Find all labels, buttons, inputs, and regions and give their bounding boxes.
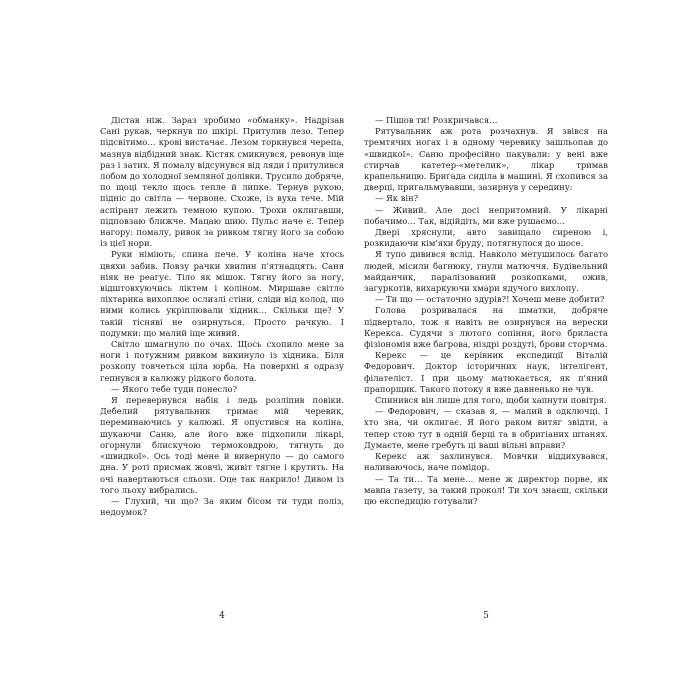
paragraph: — Якого тебе туди понесло? [111, 383, 238, 394]
paragraph: — Глухий, чи що? За яким бісом ти туди поліз, недоумок? [100, 495, 344, 518]
paragraph: — Федорович, — сказав я, — малий в одключці. І хто зна, чи оклигає. Я його раком витяг звідти, а тепер стою тут в одній берці та в обригіаних штанях. Думаєте, мене гребуть ці ваші вільні вправи? [364, 406, 608, 450]
paragraph: Спинився він лише для того, щоби хапнути повітря. [375, 395, 607, 406]
left-page-text [100, 115, 344, 518]
right-page [364, 115, 608, 621]
paragraph: — Живий. Але досі непритомний. У лікарні побачимо… Так, відійдіть, ми вже рушаємо… [364, 204, 608, 226]
book-spread [100, 115, 608, 621]
paragraph: Я тупо дивився вслід. Навколо метушилось багато людей, місили багнюку, гнули матюччя. Будівельний майданчик, паралізований розкопками, ожив, загуркотів, вихаркуючи хмари ядучого вихлопу. [364, 249, 608, 294]
paragraph: — Пішов ти! Розкричався… [375, 115, 498, 125]
paragraph: — Ти що — остаточно здурів?! Хочеш мене добити? [375, 294, 605, 305]
paragraph: Рятувальник аж рота розчахнув. Я звівся на тремтячих ногах і в одному черевику зашльопав до «швидкої». Саню професійно пакували: у вені вже стирчав катетер-«метелик», лікар тримав крапельницю. Бригада сиділа в машині. Я схопився за дверці, пригальмувавши, зазирнув у середину: [364, 126, 608, 193]
page-number: 5 [483, 611, 489, 621]
paragraph: — Як він? [375, 193, 419, 204]
paragraph: Світло шмагнуло по очах. Щось схопило мене за ноги і потужним ривком викинуло із хідника. Біля розкопу товчеться ціла юрба. На поверхні я одразу гепнувся в калюжу рідкого болота. [100, 339, 344, 383]
paragraph: Дістав ніж. Зараз зробимо «обманку». Надрізав Сані рукав, черкнув по шкірі. Притулив лезо. Тепер підсвітимо… крові вистачає. Лезом торкнувся черепа, мазнув відбідний знак. Кістяк смикнувся, ревонув іще раз і затих. Я помалу відсунувся від ляди і притулився лобом до холодної земляної долівки. Трусило добряче, по щоці текло щось тепле й липке. Тернув рукою, підніс до світла — червоне. Схоже, із вуха тече. Мій аспірант лежить темною купою. Трохи оклигавши, підповзаю ближче. Мацаю шию. Пульс наче є. Тепер нагору: помалу, ривок за ривком тягну його за собою із цієї нори. [100, 115, 344, 249]
page-number: 4 [219, 611, 225, 621]
paragraph: Керекс — це керівник експедиції Віталій Федорович. Доктор історичних наук, інтелігент, філателіст. І при цьому матюкається, як п'яний прапорщик. Такого потоку я вже давненько не чув. [364, 350, 608, 394]
right-page-text [364, 115, 608, 507]
left-page [100, 115, 344, 621]
paragraph: Руки німіють, спина пече. У коліна наче хтось цвяхи забив. Повзу рачки хвилин п'ятнадцять. Саня ніяк не реагує. Тіло як мішок. Тягну його за ногу, відштовхуючись ліктем і коліном. Миршаве світло ліхтарика вихоплює ослизлі стіни, сліди від колод, що ними колись укріплювали хідник… Скільки ще? У такій тісняві не озирнуться. Просто рачкую. І подумки: що малий іще живий. [100, 249, 344, 338]
paragraph: Голова розривалася на шматки, добряче підвертало, тож я навіть не озирнувся на верески Керекса. Судячи з лютого сопіння, його брилаcта фізіономія вже багрова, ніздрі роздуті, брови сторчма. [364, 305, 608, 350]
paragraph: — Та ти… Та мене… мене ж директор порве, як мавпа газету, за такий прокол! Ти хоч знаєш, скільки цю експедицію готували? [364, 473, 608, 506]
paragraph: Керекс аж захлинувся. Мовчки віддихувався, наливаючось, наче помідор. [364, 451, 608, 473]
paragraph: Я перевернувся набік і ледь розліпив повіки. Дебелий рятувальник тримає мій черевик, переминаючись у калюжі. Я опустився на коліна, шукаючи Саню, але його вже підхопили лікарі, огорнули блискучою термоковдрою, тягнуть до «швидкої». Ось тоді мене й вивернуло — до самого дна. У роті присмак жовчі, живіт тягне і крутить. На очі навертаються сльози. Оце так накрило! Дивом із того льоху вибрались. [100, 395, 344, 495]
paragraph: Двері хряснули, авто завищало сиреною і, розкидаючи кім'яхи бруду, потягнулося до шосе. [364, 227, 608, 249]
